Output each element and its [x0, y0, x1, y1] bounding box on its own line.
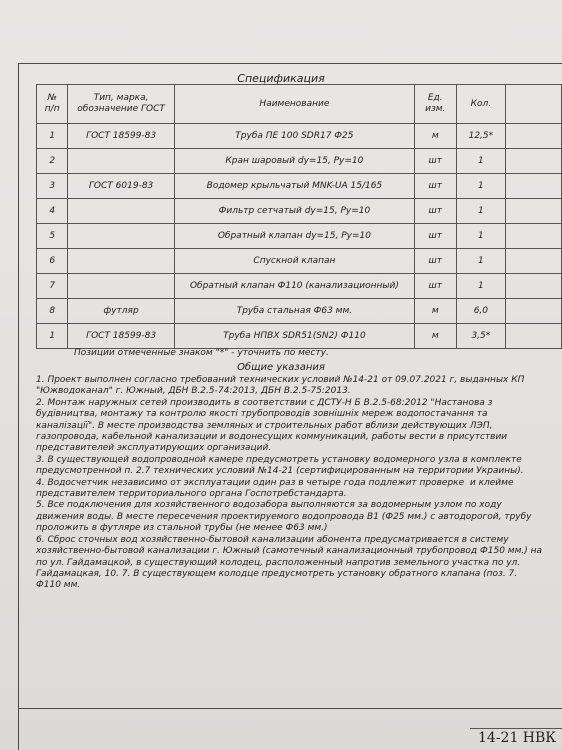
- cell-qty: 1: [456, 249, 506, 274]
- cell-type: ГОСТ 6019-83: [68, 174, 174, 199]
- table-row: [37, 299, 562, 324]
- table-row: [37, 124, 562, 149]
- cell-type: [68, 224, 174, 249]
- cell-unit: шт: [415, 174, 457, 199]
- frame-bottom-line: [18, 708, 562, 709]
- title-block-code: 14-21 НВК: [478, 730, 557, 746]
- header-type: Тип, марка, обозначение ГОСТ: [68, 85, 174, 124]
- cell-extra: [506, 299, 562, 324]
- cell-extra: [506, 124, 562, 149]
- cell-qty: 1: [456, 174, 506, 199]
- cell-extra: [506, 149, 562, 174]
- table-row: [37, 224, 562, 249]
- cell-extra: [506, 274, 562, 299]
- cell-num: 1: [37, 324, 68, 349]
- cell-type: ГОСТ 18599-83: [68, 124, 174, 149]
- cell-unit: м: [415, 124, 457, 149]
- cell-name: Водомер крыльчатый MNK-UA 15/165: [174, 174, 414, 199]
- cell-unit: шт: [415, 149, 457, 174]
- general-notes-title: Общие указания: [237, 362, 325, 373]
- cell-unit: м: [415, 299, 457, 324]
- cell-name: Труба стальная Ф63 мм.: [174, 299, 414, 324]
- cell-unit: шт: [415, 199, 457, 224]
- cell-num: 4: [37, 199, 68, 224]
- cell-name: Спускной клапан: [174, 249, 414, 274]
- cell-num: 8: [37, 299, 68, 324]
- cell-num: 6: [37, 249, 68, 274]
- table-row: [37, 324, 562, 349]
- cell-name: Кран шаровый dy=15, Py=10: [174, 149, 414, 174]
- cell-type: ГОСТ 18599-83: [68, 324, 174, 349]
- cell-qty: 1: [456, 224, 506, 249]
- cell-num: 2: [37, 149, 68, 174]
- table-row: [37, 174, 562, 199]
- cell-name: Труба ПЕ 100 SDR17 Ф25: [174, 124, 414, 149]
- cell-qty: 6,0: [456, 299, 506, 324]
- spec-table: [36, 84, 562, 349]
- cell-qty: 1: [456, 274, 506, 299]
- cell-num: 5: [37, 224, 68, 249]
- cell-type: [68, 149, 174, 174]
- cell-num: 7: [37, 274, 68, 299]
- general-notes-text: 1. Проект выполнен согласно требований технических условий №14-21 от 09.07.2021 г, выданных КП "Южводоканал" г. Южный, ДБН В.2.5-74:2013, ДБН В.2.5-75:2013. 2. Монтаж наружных сетей производить в соответствии с ДСТУ-Н Б В.2.5-68:2012 "Настанова з будівництва, монтажу та контролю якості трубопроводів зовнішніх мереж водопостачання та каналізації". В месте производства земляных и строительных работ вблизи действующих ЛЭП, газопровода, кабельной канализации и водонесущих коммуникаций, работы вести в присутствии представителей эксплуатирующих организаций. 3. В существующей водопроводной камере предусмотреть установку водомерного узла в комплекте предусмотренной п. 2.7 технических условий №14-21 (сертифицированным на территории Украины). 4. Водосчетчик независимо от эксплуатации один раз в четыре года подлежит проверке и клейме представителем территориального органа Госпотребстандарта. 5. Все подключения для хозяйственного водозабора выполняются за водомерным узлом по ходу движения воды. В месте пересечения проектируемого водопровода В1 (Ф25 мм.) с автодорогой, трубу проложить в футляре из стальной трубы (не менее Ф63 мм.) 6. Сброс сточных вод хозяйственно-бытовой канализации абонента предусматривается в систему хозяйственно-бытовой канализации г. Южный (самотечный канализационный трубопровод Ф150 мм.) на по ул. Гайдамацкой, в существующий колодец, расположенный напротив земельного участка по ул. Гайдамацкая, 10. 7. В существующем колодце предусмотреть установку обратного клапана (поз. 7. Ф110 мм.: [36, 375, 542, 591]
- cell-extra: [506, 224, 562, 249]
- spec-header-row: [37, 85, 562, 124]
- cell-extra: [506, 199, 562, 224]
- cell-qty: 1: [456, 149, 506, 174]
- table-row: [37, 249, 562, 274]
- title-block-line: [470, 728, 562, 729]
- header-qty: Кол.: [456, 85, 506, 124]
- header-name: Наименование: [174, 85, 414, 124]
- cell-unit: шт: [415, 249, 457, 274]
- cell-num: 1: [37, 124, 68, 149]
- cell-type: [68, 199, 174, 224]
- cell-unit: м: [415, 324, 457, 349]
- spec-title: Спецификация: [237, 72, 325, 85]
- table-row: [37, 274, 562, 299]
- cell-type: футляр: [68, 299, 174, 324]
- cell-type: [68, 274, 174, 299]
- cell-name: Фильтр сетчатый dy=15, Py=10: [174, 199, 414, 224]
- cell-num: 3: [37, 174, 68, 199]
- cell-extra: [506, 324, 562, 349]
- table-row: [37, 199, 562, 224]
- table-row: [37, 149, 562, 174]
- cell-qty: 3,5*: [456, 324, 506, 349]
- cell-unit: шт: [415, 224, 457, 249]
- cell-qty: 12,5*: [456, 124, 506, 149]
- cell-extra: [506, 174, 562, 199]
- cell-qty: 1: [456, 199, 506, 224]
- header-num: № п/п: [37, 85, 68, 124]
- cell-type: [68, 249, 174, 274]
- header-extra: [506, 85, 562, 124]
- header-unit: Ед. изм.: [415, 85, 457, 124]
- cell-name: Труба НПВХ SDR51(SN2) Ф110: [174, 324, 414, 349]
- cell-unit: шт: [415, 274, 457, 299]
- asterisk-note: Позиции отмеченные знаком "*" - уточнить по месту.: [74, 348, 329, 358]
- cell-name: Обратный клапан dy=15, Py=10: [174, 224, 414, 249]
- cell-name: Обратный клапан Ф110 (канализационный): [174, 274, 414, 299]
- cell-extra: [506, 249, 562, 274]
